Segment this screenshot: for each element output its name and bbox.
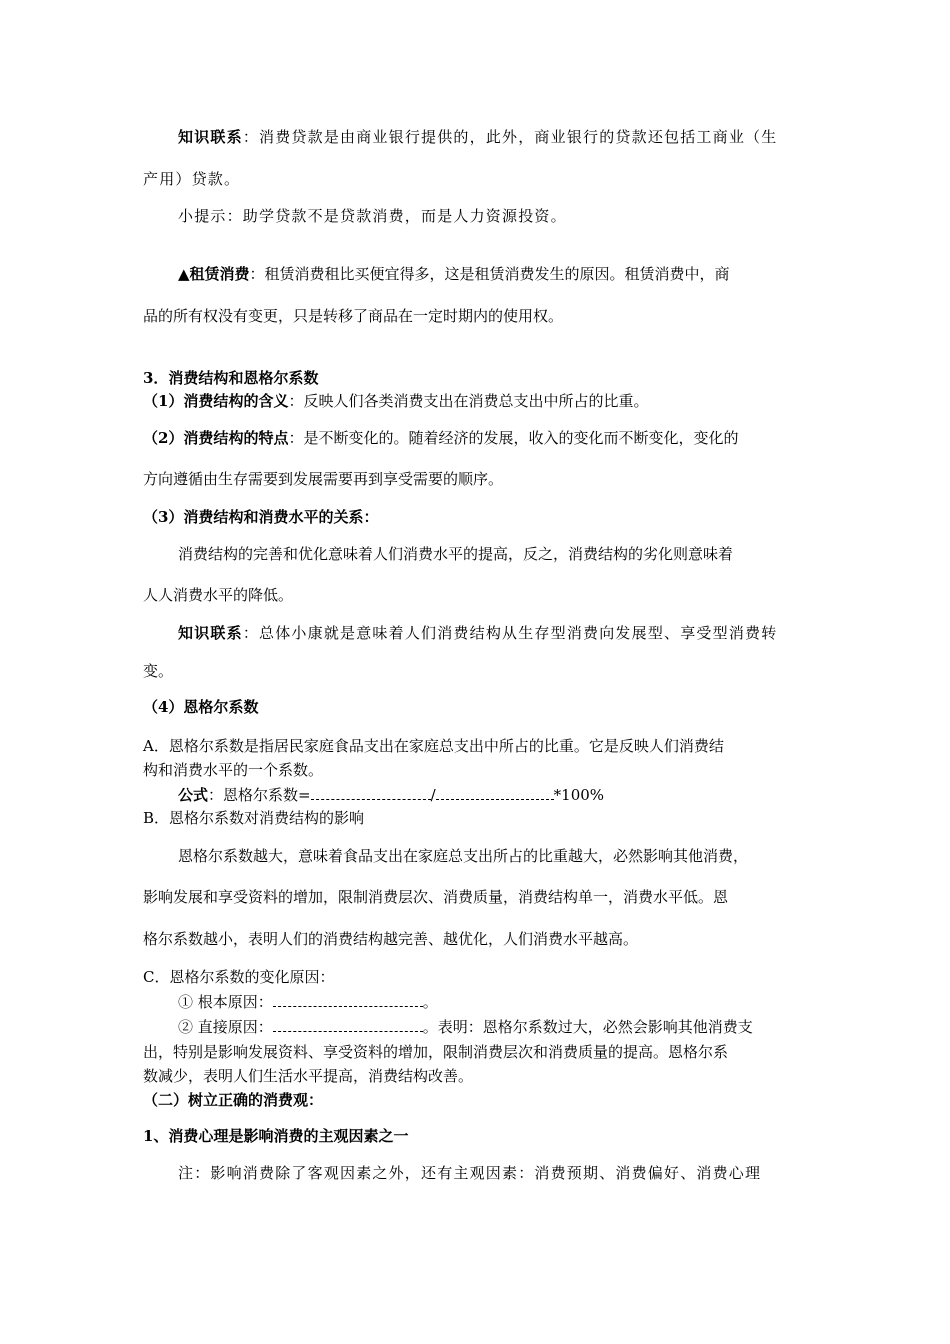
engel-formula [178, 785, 604, 805]
knowledge-link-line-1 [178, 127, 777, 147]
item-1 [143, 391, 648, 411]
c2-end: 。表明：恩格尔系数过大，必然会影响其他消费支 [422, 1018, 753, 1036]
knowledge-link-line-2: 产用）贷款。 [143, 170, 241, 188]
c2-label: ② 直接原因： [178, 1018, 273, 1036]
formula-end: *100% [553, 786, 605, 804]
engel-c-line-2 [178, 1017, 753, 1037]
c2-blank [273, 1019, 423, 1032]
item-2 [143, 428, 738, 448]
section-3-title: 3．消费结构和恩格尔系数 [143, 369, 319, 387]
engel-b-line-3: 格尔系数越小，表明人们的消费结构越完善、越优化，人们消费水平越高。 [143, 930, 639, 948]
item-1-label: （1）消费结构的含义 [143, 392, 289, 410]
item-2-text: ：是不断变化的。随着经济的发展，收入的变化而不断变化，变化的 [288, 429, 739, 447]
knowledge-link-label: 知识联系 [178, 128, 243, 146]
subsection-1-title: 1、消费心理是影响消费的主观因素之一 [143, 1127, 409, 1145]
knowledge-link-2-label: 知识联系 [178, 624, 243, 642]
item-2-label: （2）消费结构的特点 [143, 429, 289, 447]
engel-a-line-2: 构和消费水平的一个系数。 [143, 761, 324, 779]
knowledge-link-2-text: ：总体小康就是意味着人们消费结构从生存型消费向发展型、享受型消费转 [242, 624, 778, 642]
formula-text: ：恩格尔系数= [208, 786, 311, 804]
formula-blank-denominator [436, 787, 554, 800]
engel-c-line-3: 出，特别是影响发展资料、享受资料的增加，限制消费层次和消费质量的提高。恩格尔系 [143, 1043, 729, 1061]
item-4-label: （4）恩格尔系数 [143, 698, 259, 716]
section-2-title: （二）树立正确的消费观： [143, 1091, 324, 1109]
c1-blank [273, 994, 423, 1007]
item-3-label: （3）消费结构和消费水平的关系： [143, 508, 379, 526]
rent-text: ：租赁消费租比买便宜得多，这是租赁消费发生的原因。租赁消费中，商 [249, 265, 730, 283]
engel-b-title: B．恩格尔系数对消费结构的影响 [143, 809, 365, 827]
engel-c-line-1 [178, 992, 438, 1012]
knowledge-link-2-line-2: 变。 [143, 662, 174, 680]
engel-c-title: C．恩格尔系数的变化原因： [143, 968, 335, 986]
engel-b-line-1: 恩格尔系数越大，意味着食品支出在家庭总支出所占的比重越大，必然影响其他消费， [178, 847, 749, 865]
knowledge-link-text: 消费贷款是由商业银行提供的，此外，商业银行的贷款还包括工商业（生 [259, 128, 778, 146]
knowledge-link-2-line-1 [178, 623, 777, 643]
tip-line: 小提示：助学贷款不是贷款消费，而是人力资源投资。 [178, 207, 567, 225]
item-3-text-1: 消费结构的完善和优化意味着人们消费水平的提高，反之，消费结构的劣化则意味着 [178, 545, 734, 563]
colon: ： [242, 128, 260, 146]
item-3-text-2: 人人消费水平的降低。 [143, 586, 294, 604]
formula-blank-numerator [311, 787, 431, 800]
formula-slash: / [430, 786, 436, 804]
item-1-text: ：反映人们各类消费支出在消费总支出中所占的比重。 [288, 392, 649, 410]
engel-a-line-1: A．恩格尔系数是指居民家庭食品支出在家庭总支出中所占的比重。它是反映人们消费结 [143, 737, 724, 755]
rent-line-1 [178, 264, 730, 284]
c1-label: ① 根本原因： [178, 993, 273, 1011]
rent-label: ▲租赁消费 [178, 265, 250, 283]
item-2-cont: 方向遵循由生存需要到发展需要再到享受需要的顺序。 [143, 470, 504, 488]
formula-label: 公式 [178, 786, 209, 804]
engel-b-line-2: 影响发展和享受资料的增加，限制消费层次、消费质量，消费结构单一，消费水平低。恩 [143, 888, 729, 906]
note-line: 注：影响消费除了客观因素之外，还有主观因素：消费预期、消费偏好、消费心理 [178, 1164, 762, 1182]
engel-c-line-4: 数减少，表明人们生活水平提高，消费结构改善。 [143, 1067, 474, 1085]
c1-end: 。 [422, 993, 438, 1011]
rent-line-2: 品的所有权没有变更，只是转移了商品在一定时期内的使用权。 [143, 307, 564, 325]
